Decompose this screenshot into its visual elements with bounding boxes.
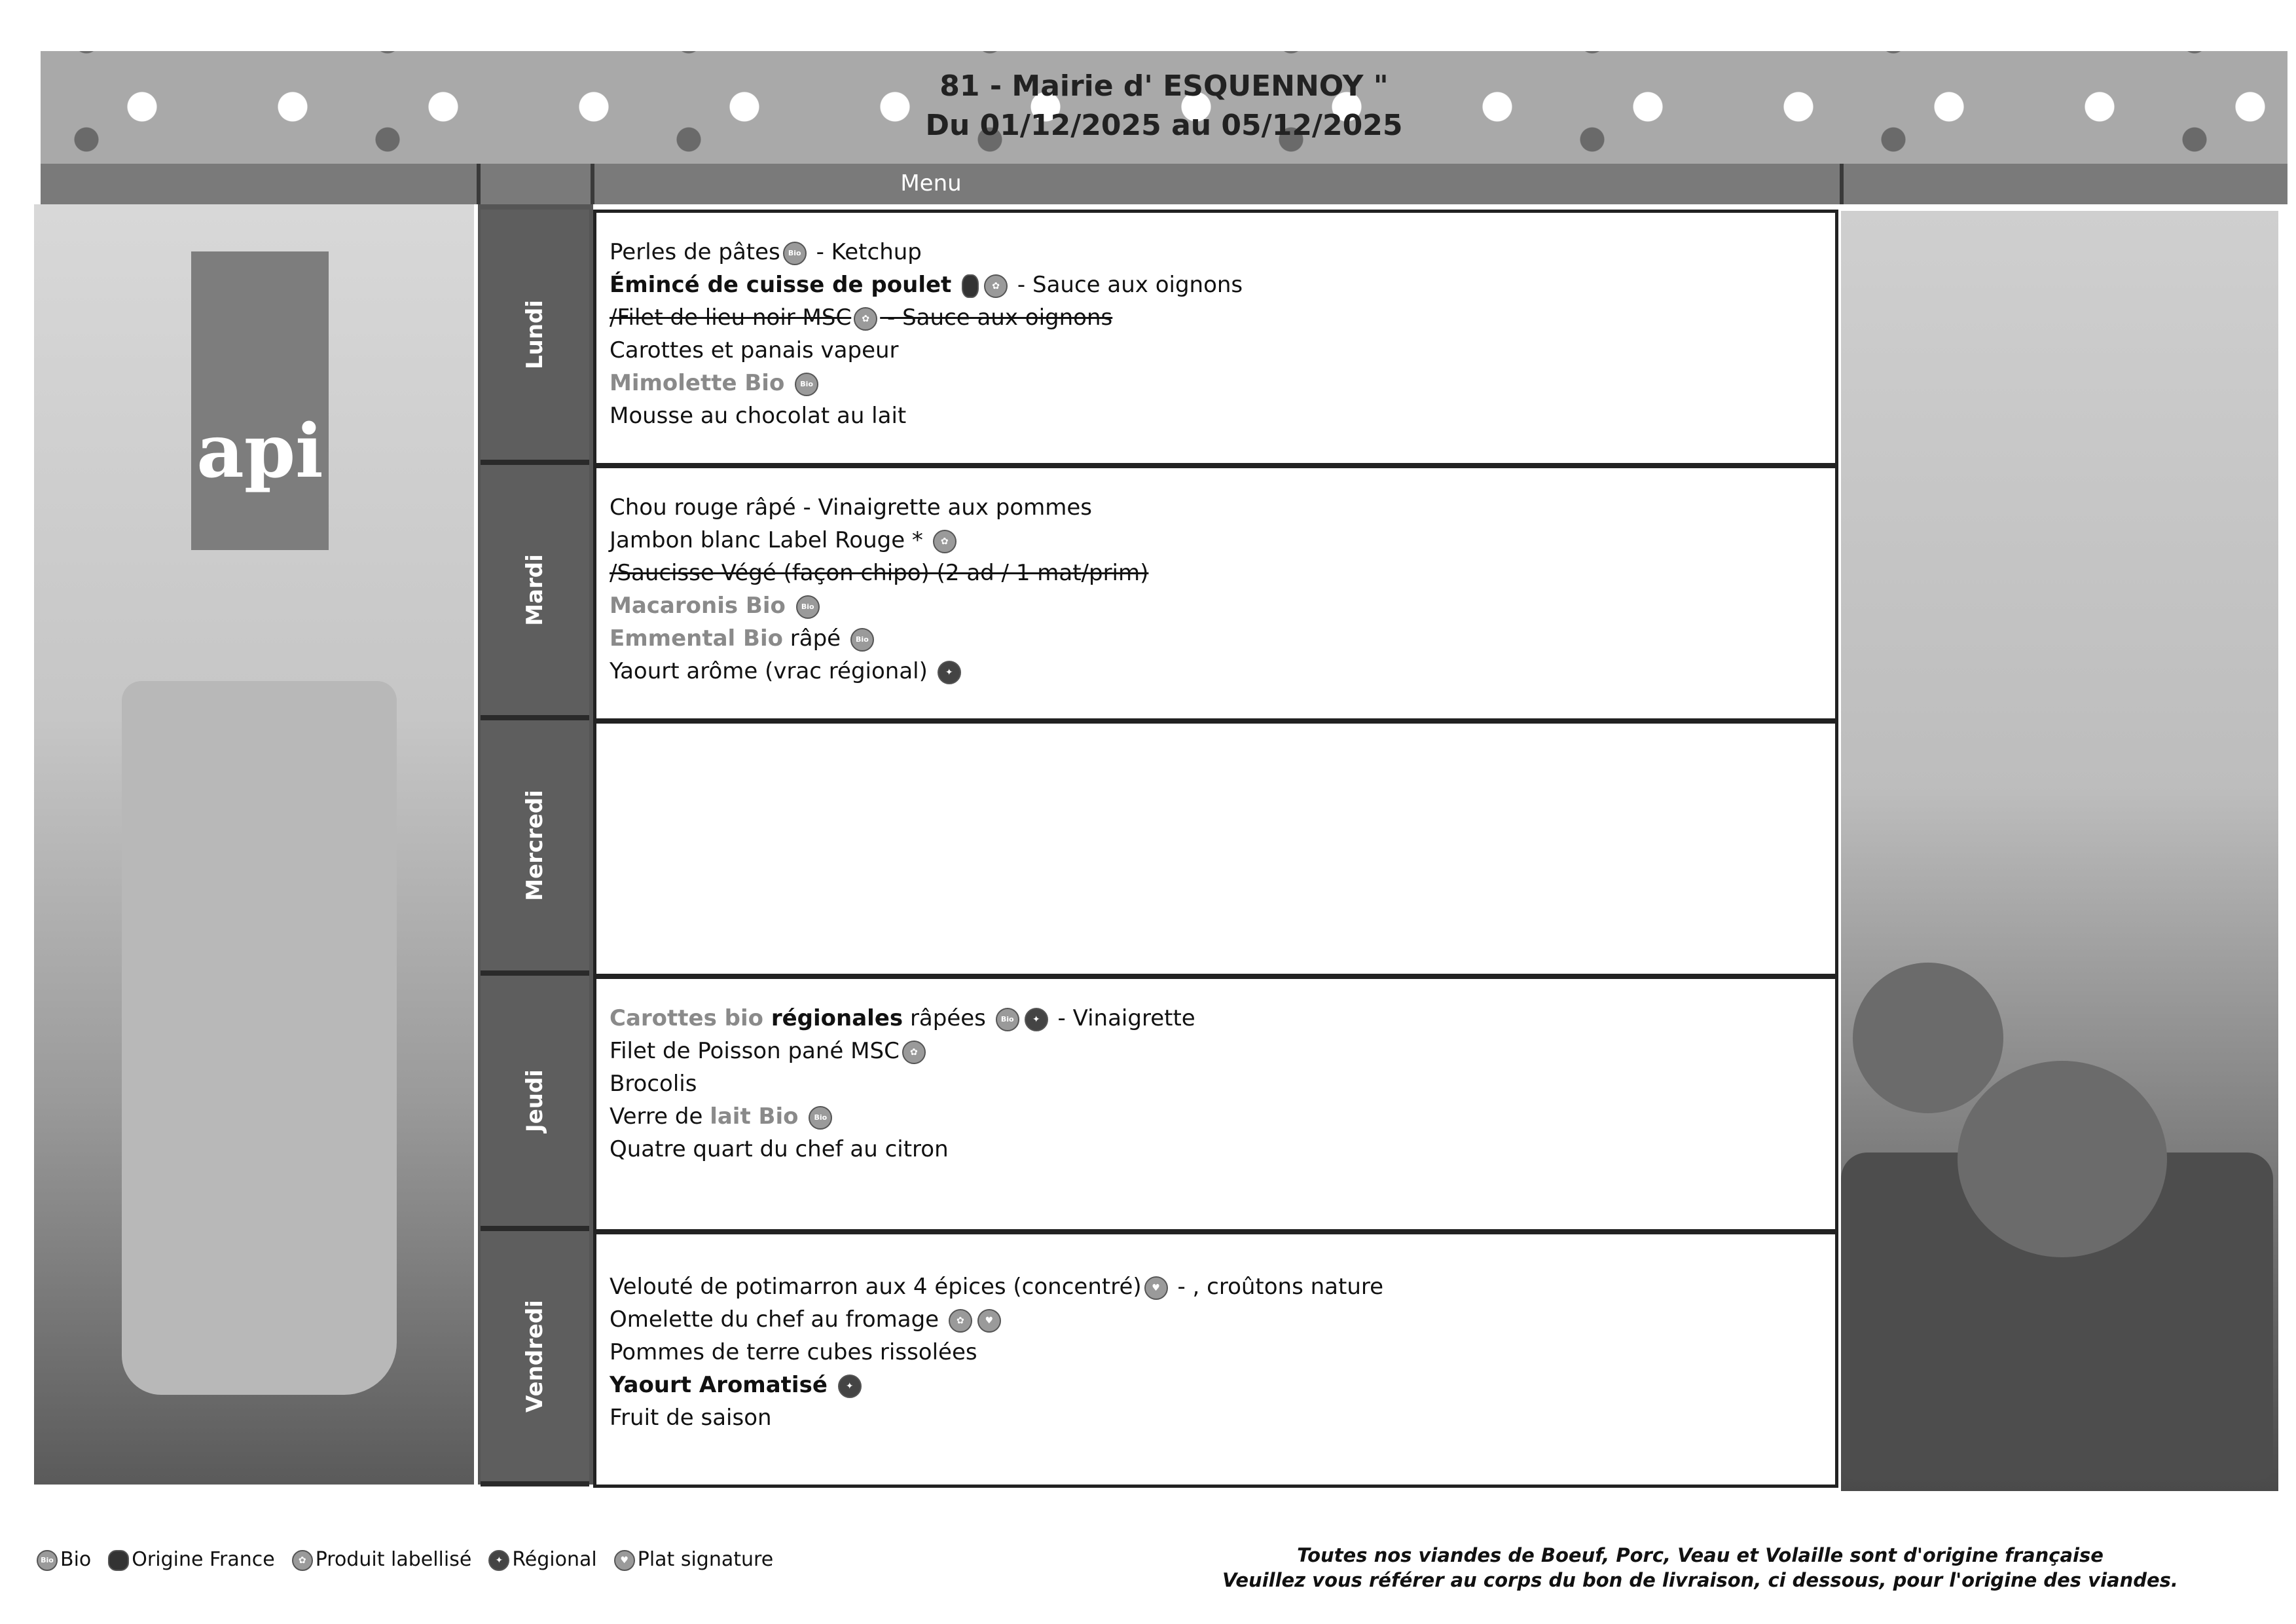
- menu-item-text: Mimolette Bio: [610, 370, 793, 396]
- label-icon: ✿: [854, 307, 877, 331]
- menu-cell-jeudi: [593, 976, 1838, 1232]
- menu-item-text: Chou rouge râpé - Vinaigrette aux pommes: [610, 494, 1093, 521]
- column-separator: [1840, 164, 1844, 204]
- menu-item-text: - Sauce aux oignons: [1010, 272, 1243, 298]
- menu-item: [610, 337, 899, 363]
- menu-item-text: Verre de: [610, 1103, 710, 1130]
- bio-icon: Bio: [795, 373, 818, 396]
- legend-label: Produit labellisé: [315, 1548, 472, 1571]
- column-separator: [591, 164, 594, 204]
- menu-column-label: Menu: [900, 170, 962, 196]
- menu-item-text: Velouté de potimarron aux 4 épices (concentré): [610, 1274, 1142, 1300]
- signature-icon: ♥: [977, 1309, 1001, 1333]
- menu-item: [610, 1372, 864, 1398]
- menu-item-text: Carottes bio: [610, 1005, 771, 1031]
- menu-item-text: Omelette du chef au fromage: [610, 1306, 946, 1333]
- menu-item-text: râpé: [782, 625, 848, 652]
- menu-item-text: Émincé de cuisse de poulet: [610, 272, 960, 298]
- menu-item-text: râpées: [903, 1005, 993, 1031]
- menu-item-text: Quatre quart du chef au citron: [610, 1136, 949, 1162]
- day-label-lundi: Lundi: [481, 210, 589, 465]
- menu-item-text: Brocolis: [610, 1071, 697, 1097]
- label-icon: ✿: [902, 1041, 926, 1064]
- menu-item-text: Filet de Poisson pané MSC: [610, 1038, 900, 1064]
- menu-item-text: /Saucisse Végé (façon chipo) (2 ad / 1 mat/prim): [610, 560, 1149, 586]
- boot-illustration: [122, 681, 397, 1395]
- menu-item-text: Emmental Bio: [610, 625, 783, 652]
- menu-item-text: /Filet de lieu noir MSC: [610, 304, 852, 331]
- menu-item-text: Jambon blanc Label Rouge *: [610, 527, 930, 553]
- api-logo: api: [191, 251, 329, 550]
- bio-icon: Bio: [796, 595, 820, 619]
- regional-icon: ✦: [488, 1550, 509, 1571]
- label-icon: ✿: [949, 1309, 972, 1333]
- signature-icon: ♥: [1144, 1276, 1168, 1300]
- legend: [34, 1548, 788, 1571]
- regional-icon: ✦: [838, 1375, 862, 1398]
- menu-item-text: Pommes de terre cubes rissolées: [610, 1339, 977, 1365]
- legend-label: Régional: [512, 1548, 597, 1571]
- bio-icon: Bio: [996, 1008, 1019, 1031]
- page-title: 81 - Mairie d' ESQUENNOY ": [939, 69, 1389, 103]
- menu-item-text: Perles de pâtes: [610, 239, 780, 265]
- france-icon: [962, 274, 979, 298]
- label-icon: ✿: [933, 530, 957, 553]
- apple-illustration: [1958, 1061, 2167, 1257]
- bio-icon: Bio: [809, 1106, 832, 1130]
- menu-item-text: Yaourt arôme (vrac régional): [610, 658, 935, 684]
- menu-item-text: - Sauce aux oignons: [880, 304, 1113, 331]
- menu-item: [610, 1136, 949, 1162]
- menu-item: [610, 1339, 977, 1365]
- menu-item: [610, 1103, 835, 1130]
- legend-label: Bio: [60, 1548, 92, 1571]
- menu-item: [610, 560, 1148, 586]
- legend-label: Origine France: [132, 1548, 275, 1571]
- menu-item-text: Yaourt Aromatisé: [610, 1372, 835, 1398]
- menu-item: [610, 1405, 772, 1431]
- menu-item: [610, 1038, 928, 1064]
- menu-item: [610, 1005, 1195, 1031]
- menu-item-text: Carottes et panais vapeur: [610, 337, 899, 363]
- day-label-vendredi: Vendredi: [481, 1231, 589, 1486]
- apple-illustration: [1853, 963, 2003, 1113]
- menu-item: [610, 658, 964, 684]
- menu-item-text: lait Bio: [710, 1103, 807, 1130]
- menu-cell-mercredi: [593, 720, 1838, 977]
- menu-item-text: Fruit de saison: [610, 1405, 772, 1431]
- menu-item: [610, 272, 1243, 298]
- day-label-jeudi: Jeudi: [481, 976, 589, 1231]
- menu-item: [610, 625, 877, 652]
- regional-icon: ✦: [1025, 1008, 1048, 1031]
- menu-item: [610, 527, 959, 553]
- bio-icon: Bio: [783, 242, 807, 265]
- menu-item-text: - Vinaigrette: [1050, 1005, 1195, 1031]
- menu-item: [610, 403, 906, 429]
- footnote-line-1: Toutes nos viandes de Boeuf, Porc, Veau et Volaille sont d'origine française: [1297, 1544, 2104, 1566]
- menu-item-text: - , croûtons nature: [1170, 1274, 1384, 1300]
- menu-item: [610, 1306, 1004, 1333]
- menu-item: [610, 1071, 697, 1097]
- menu-item-text: régionales: [771, 1005, 903, 1031]
- footnote-line-2: Veuillez vous référer au corps du bon de livraison, ci dessous, pour l'origine des viandes.: [1222, 1569, 2178, 1591]
- menu-item: [610, 1274, 1383, 1300]
- menu-item-text: - Ketchup: [809, 239, 922, 265]
- column-header-bar: [41, 164, 2287, 204]
- menu-item: [610, 494, 1092, 521]
- label-icon: ✿: [292, 1550, 313, 1571]
- column-separator: [477, 164, 481, 204]
- menu-item: [610, 239, 922, 265]
- legend-label: Plat signature: [637, 1548, 774, 1571]
- bio-icon: Bio: [850, 628, 874, 652]
- day-label-mercredi: Mercredi: [481, 720, 589, 976]
- menu-cell-mardi: [593, 465, 1838, 722]
- menu-cell-vendredi: [593, 1231, 1838, 1488]
- menu-item-text: Mousse au chocolat au lait: [610, 403, 907, 429]
- menu-item: [610, 593, 822, 619]
- menu-item: [610, 304, 1112, 331]
- menu-item-text: Macaronis Bio: [610, 593, 793, 619]
- menu-item: [610, 370, 821, 396]
- date-range: Du 01/12/2025 au 05/12/2025: [925, 109, 1403, 142]
- france-icon: [108, 1550, 129, 1571]
- day-label-mardi: Mardi: [481, 465, 589, 720]
- label-icon: ✿: [984, 274, 1008, 298]
- bio-icon: Bio: [37, 1550, 58, 1571]
- header-band: [41, 51, 2287, 164]
- signature-icon: ♥: [614, 1550, 635, 1571]
- regional-icon: ✦: [938, 661, 961, 684]
- menu-cell-lundi: [593, 210, 1838, 466]
